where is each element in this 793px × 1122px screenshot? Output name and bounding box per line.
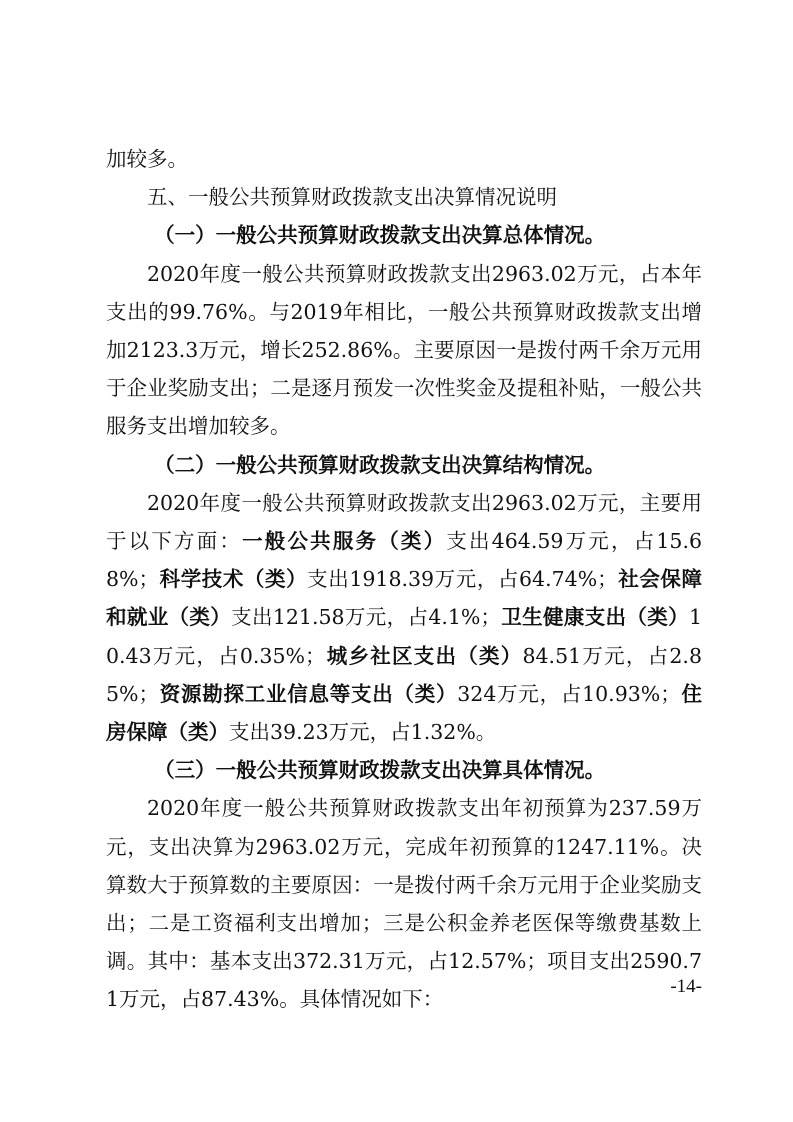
category-housing: 住房保障（类）: [106, 681, 703, 745]
paragraph-overall: 2020年度一般公共预算财政拨款支出2963.02万元，占本年支出的99.76%。与2019年相比，一般公共预算财政拨款支出增加2123.3万元，增长252.86%。主要原因一是拨付两千余万元用于企业奖励支出；二是逐月预发一次性奖金及提租补贴，一般公共服务支出增加较多。: [106, 261, 702, 439]
paragraph-structure: [106, 484, 702, 751]
category-social-security: 社会保障和就业（类）: [106, 567, 702, 630]
structure-text-1: 2020年度一般公共预算财政拨款支出2963.02万元，主要用于以下方面：: [106, 490, 702, 554]
category-health: 卫生健康支出（类）: [500, 605, 689, 630]
structure-text-5: 10.43万元，占0.35%；: [106, 605, 703, 668]
page-number: -14-: [670, 976, 702, 997]
subsection-heading-3: （三）一般公共预算财政拨款支出决算具体情况。: [154, 758, 606, 783]
category-urban-rural: 城乡社区支出（类）: [325, 643, 523, 668]
body-text: [106, 140, 702, 1019]
structure-text-2: 支出464.59万元，占15.68%；: [106, 529, 702, 592]
structure-text-6: 84.51万元，占2.85%；: [106, 643, 702, 706]
subsection-heading-2: （二）一般公共预算财政拨款支出决算结构情况。: [154, 452, 606, 477]
section-heading-5: 五、一般公共预算财政拨款支出决算情况说明: [147, 185, 557, 210]
category-science-technology: 科学技术（类）: [159, 567, 308, 592]
structure-text-8: 支出39.23万元，占1.32%。: [229, 720, 497, 745]
structure-text-4: 支出121.58万元，占4.1%；: [231, 605, 501, 630]
paragraph-details: 2020年度一般公共预算财政拨款支出年初预算为237.59万元，支出决算为2963.02万元，完成年初预算的1247.11%。决算数大于预算数的主要原因：一是拨付两千余万元用于企业奖励支出；二是工资福利支出增加；三是公积金养老医保等缴费基数上调。其中：基本支出372.31万元，占12.57%；项目支出2590.71万元，占87.43%。具体情况如下：: [106, 796, 702, 1012]
category-resource-exploration: 资源勘探工业信息等支出（类）: [159, 681, 458, 706]
category-general-public-services: 一般公共服务（类）: [242, 529, 447, 554]
paragraph-continuation: 加较多。: [106, 147, 188, 171]
structure-text-7: 324万元，占10.93%；: [457, 681, 681, 706]
subsection-heading-1: （一）一般公共预算财政拨款支出决算总体情况。: [154, 223, 606, 248]
structure-text-3: 支出1918.39万元，占64.74%；: [307, 567, 618, 592]
